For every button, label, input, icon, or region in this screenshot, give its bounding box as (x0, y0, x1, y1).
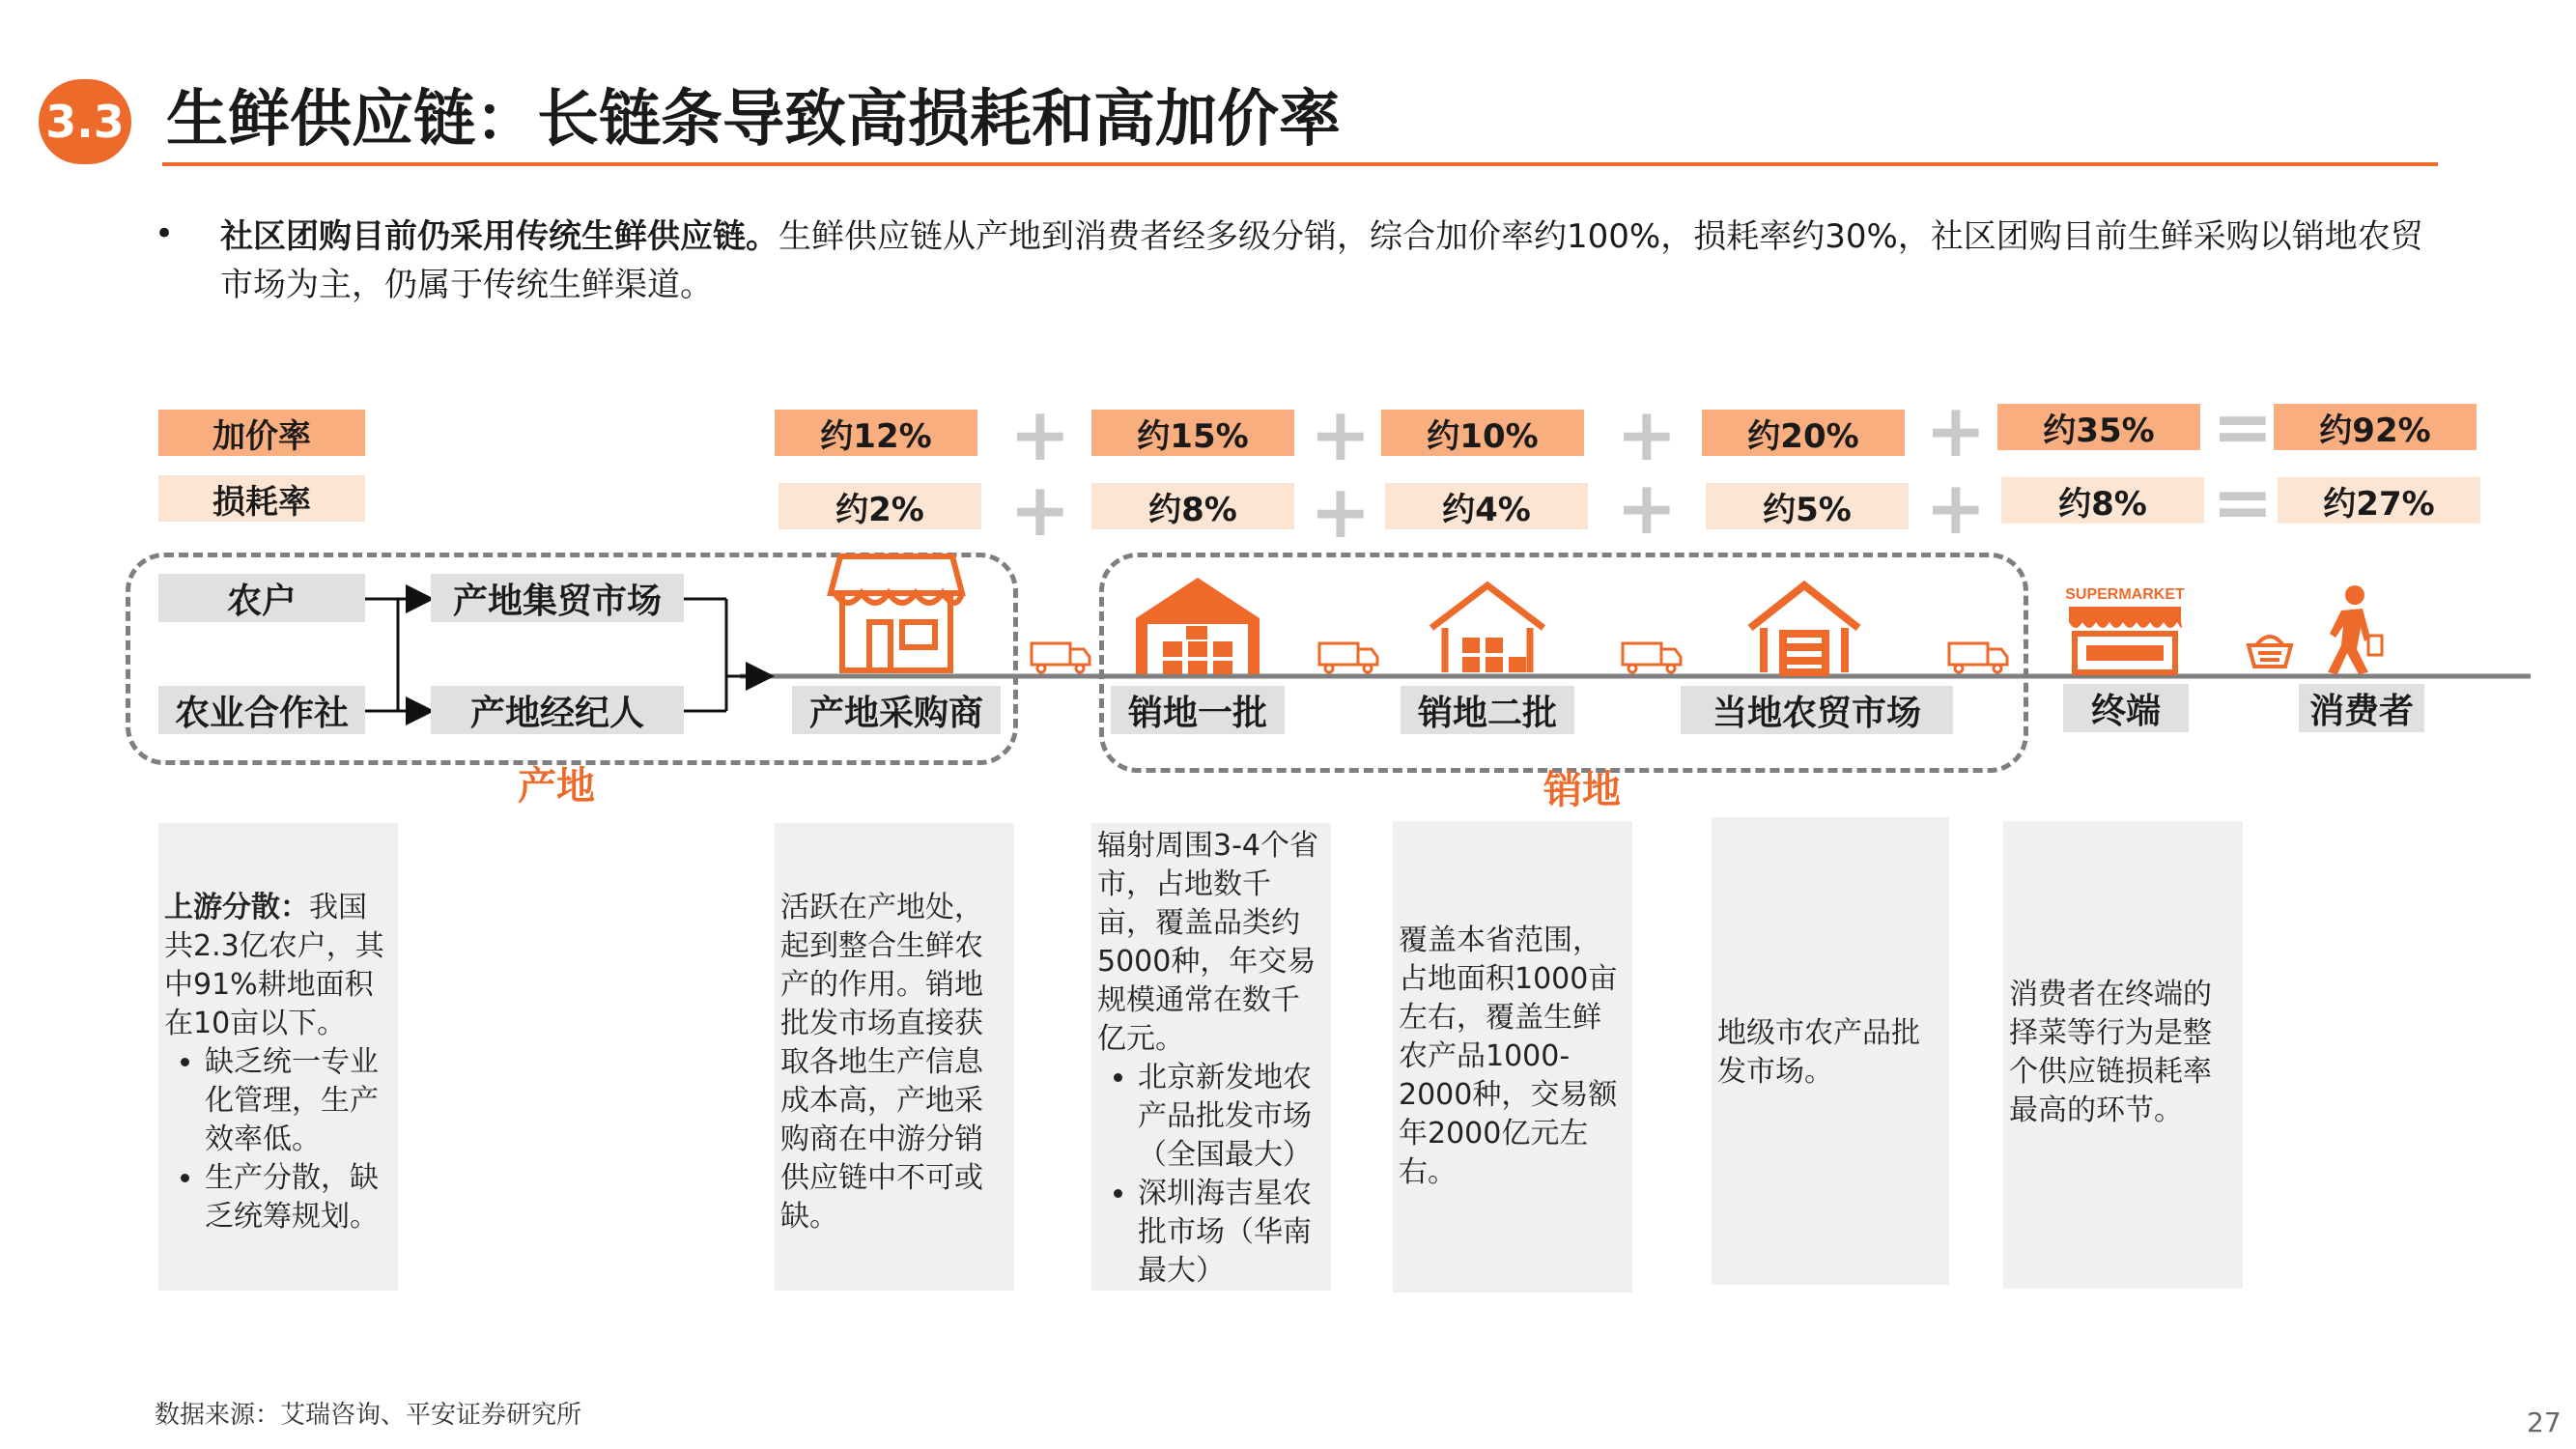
markup-terminal: 约35% (1997, 404, 2200, 450)
zone-label-destination: 销地 (1543, 768, 1621, 812)
plus-sign: + (1009, 467, 1071, 553)
markup-label: 加价率 (158, 410, 365, 456)
markup-origin-buyer: 约12% (775, 410, 977, 456)
card-origin-buyer (775, 823, 1014, 1291)
plus-sign: + (1310, 469, 1372, 554)
section-badge: 3.3 (39, 79, 131, 164)
node-wholesale-1: 销地一批 (1111, 686, 1285, 734)
loss-origin-buyer: 约2% (778, 483, 981, 529)
plus-sign: + (1310, 391, 1372, 477)
loss-label: 损耗率 (158, 475, 365, 522)
card-local-market (1712, 817, 1949, 1285)
card-consumer-text: 消费者在终端的择菜等行为是整个供应链损耗率最高的环节。 (2009, 978, 2212, 1127)
card-consumer (2003, 821, 2243, 1289)
plus-sign: + (1009, 391, 1071, 477)
card-upstream (158, 823, 398, 1291)
card-upstream-text: 我国共2.3亿农户，其中91%耕地面积在10亩以下。 (164, 891, 384, 1040)
equals-sign: = (2212, 459, 2274, 545)
node-origin-broker: 产地经纪人 (431, 686, 684, 734)
loss-wholesale-2: 约4% (1385, 483, 1588, 529)
plus-sign: + (1616, 391, 1678, 477)
card-wholesale-1-text: 辐射周围3-4个省市，占地数千亩，覆盖品类约5000种，年交易规模通常在数千亿元。 (1097, 829, 1318, 1056)
markup-wholesale-2: 约10% (1381, 410, 1584, 456)
truck-icon (1032, 643, 1090, 672)
markup-wholesale-1: 约15% (1091, 410, 1294, 456)
loss-total: 约27% (2278, 477, 2480, 524)
card-upstream-bullet: • 生产分散，缺乏统筹规划。 (205, 1159, 392, 1236)
card-wholesale-1-bullet: • 北京新发地农产品批发市场（全国最大） (1138, 1059, 1325, 1175)
card-origin-buyer-text: 活跃在产地处，起到整合生鲜农产的作用。销地批发市场直接获取各地生产信息成本高，产地采购商在中游分销供应链中不可或缺。 (780, 891, 983, 1234)
truck-icon (1949, 643, 2007, 672)
market-hall-icon (1750, 585, 1858, 672)
node-farmer: 农户 (158, 574, 365, 622)
consumer-walking-icon (2328, 585, 2382, 674)
intro-bold: 社区团购目前仍采用传统生鲜供应链。 (220, 217, 778, 256)
markup-local-market: 约20% (1702, 410, 1905, 456)
card-wholesale-2-text: 覆盖本省范围，占地面积1000亩左右，覆盖生鲜农产品1000-2000种，交易额年2000亿元左右。 (1399, 923, 1618, 1189)
card-wholesale-2 (1393, 821, 1632, 1293)
plus-sign: + (1925, 465, 1987, 551)
basket-icon (2249, 637, 2291, 667)
node-cooperative: 农业合作社 (158, 686, 365, 734)
truck-icon (1319, 643, 1377, 672)
loss-wholesale-1: 约8% (1091, 483, 1294, 529)
card-wholesale-1 (1091, 823, 1331, 1291)
page-number: 27 (2527, 1406, 2562, 1438)
node-consumer: 消费者 (2299, 684, 2424, 732)
card-upstream-bullet: • 缺乏统一专业化管理，生产效率低。 (205, 1043, 392, 1159)
supermarket-icon (2065, 586, 2185, 672)
intro-bullet: • (155, 214, 175, 253)
store-icon (831, 556, 962, 670)
node-origin-buyer: 产地采购商 (792, 686, 1001, 734)
svg-text:SUPERMARKET: SUPERMARKET (2065, 586, 2185, 603)
card-local-market-text: 地级市农产品批发市场。 (1717, 1016, 1920, 1089)
warehouse-boxes-icon (1431, 585, 1543, 672)
zone-label-origin: 产地 (518, 764, 595, 809)
data-source: 数据来源：艾瑞咨询、平安证券研究所 (155, 1401, 582, 1430)
node-wholesale-2: 销地二批 (1401, 686, 1574, 734)
truck-icon (1623, 643, 1681, 672)
warehouse-icon (1136, 578, 1260, 674)
node-origin-market: 产地集贸市场 (431, 574, 684, 622)
loss-local-market: 约5% (1706, 483, 1909, 529)
plus-sign: + (1925, 387, 1987, 473)
node-local-market: 当地农贸市场 (1681, 686, 1953, 734)
loss-terminal: 约8% (2001, 477, 2204, 524)
plus-sign: + (1616, 465, 1678, 551)
card-upstream-bold: 上游分散： (164, 891, 309, 924)
node-terminal: 终端 (2063, 684, 2189, 732)
equals-sign: = (2212, 384, 2274, 469)
card-wholesale-1-bullet: • 深圳海吉星农批市场（华南最大） (1138, 1175, 1325, 1291)
markup-total: 约92% (2274, 404, 2477, 450)
intro-text: 生鲜供应链从产地到消费者经多级分销，综合加价率约100%，损耗率约30%，社区团购目前生鲜采购以销地农贸市场为主，仍属于传统生鲜渠道。 (220, 217, 2423, 304)
page-title: 生鲜供应链：长链条导致高损耗和高加价率 (166, 84, 1341, 156)
